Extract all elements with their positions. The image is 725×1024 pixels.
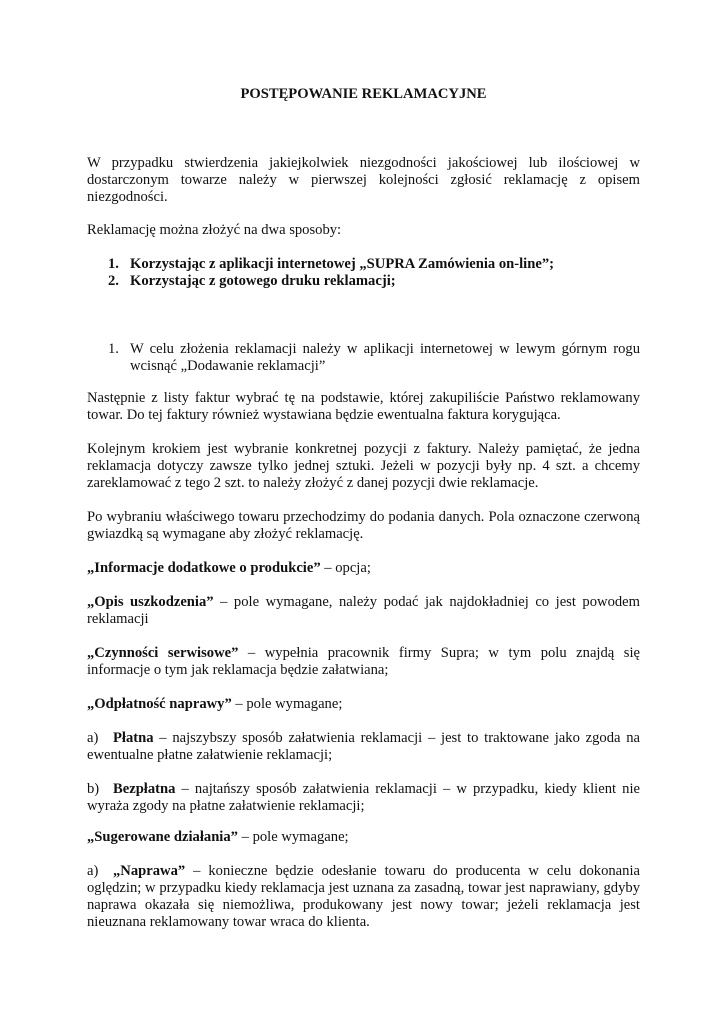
- option-label: „Naprawa”: [113, 863, 186, 879]
- document-title: POSTĘPOWANIE REKLAMACYJNE: [240, 86, 487, 102]
- intro-paragraph: W przypadku stwierdzenia jakiejkolwiek niezgodności jakościowej lub ilościowej w dostarczonym towarze należy w pierwszej kolejności zgłosić reklamację z opisem niezgodności.: [87, 155, 640, 205]
- field-label: „Czynności serwisowe”: [87, 645, 239, 661]
- way-item-text: Korzystając z aplikacji internetowej „SUPRA Zamówienia on-line”;: [130, 256, 554, 272]
- ways-intro: Reklamację można złożyć na dwa sposoby:: [87, 222, 342, 238]
- step-text: W celu złożenia reklamacji należy w aplikacji internetowej w lewym górnym rogu wcisnąć „Dodawanie reklamacji”: [130, 341, 640, 374]
- option-desc: – konieczne będzie odesłanie towaru do producenta w celu dokonania oględzin; w przypadku kiedy reklamacja jest uznana za zasadną, towar jest naprawiany, gdyby naprawa okazała się niemożliwa, produkowany jest nowy towar; jeżeli reklamacja jest nieuznana reklamowany towar wraca do klienta.: [87, 863, 640, 930]
- option-desc: – najtańszy sposób załatwienia reklamacji – w przypadku, kiedy klient nie wyraża zgody na płatne załatwienie reklamacji;: [87, 781, 640, 814]
- option-paid: [87, 730, 640, 764]
- way-item-number: 2.: [108, 273, 119, 289]
- field-payment: [87, 696, 640, 713]
- option-label: Płatna: [113, 730, 154, 746]
- option-free: [87, 781, 640, 815]
- field-desc: – pole wymagane;: [231, 696, 343, 712]
- option-repair: [87, 863, 640, 931]
- option-letter: a): [87, 730, 99, 746]
- field-desc: – opcja;: [320, 560, 371, 576]
- way-item-text: Korzystając z gotowego druku reklamacji;: [130, 273, 396, 289]
- option-letter: a): [87, 863, 99, 879]
- way-item-number: 1.: [108, 256, 119, 272]
- option-label: Bezpłatna: [113, 781, 176, 797]
- position-paragraph: Kolejnym krokiem jest wybranie konkretnej pozycji z faktury. Należy pamiętać, że jedna reklamacja dotyczy zawsze tylko jednej sztuki. Jeżeli w pozycji były np. 4 szt. a chcemy zareklamować z tego 2 szt. to należy złożyć z danej pozycji dwie reklamacje.: [87, 441, 640, 491]
- field-service: [87, 645, 640, 679]
- invoice-paragraph: Następnie z listy faktur wybrać tę na podstawie, której zakupiliście Państwo reklamowany towar. Do tej faktury również wystawiana będzie ewentualna faktura korygująca.: [87, 390, 640, 423]
- field-desc: – wypełnia pracownik firmy Supra; w tym polu znajdą się informacje o tym jak reklamacja będzie załatwiana;: [87, 645, 640, 678]
- field-label: „Informacje dodatkowe o produkcie”: [87, 560, 321, 576]
- option-desc: – najszybszy sposób załatwienia reklamacji – jest to traktowane jako zgoda na ewentualne płatne załatwienie reklamacji;: [87, 730, 640, 763]
- field-desc: – pole wymagane, należy podać jak najdokładniej co jest powodem reklamacji: [87, 594, 640, 627]
- field-info: [87, 560, 640, 577]
- step-number: 1.: [108, 341, 119, 357]
- field-suggested: [87, 829, 640, 846]
- field-label: „Odpłatność naprawy”: [87, 696, 232, 712]
- field-label: „Opis uszkodzenia”: [87, 594, 214, 610]
- field-desc: – pole wymagane;: [237, 829, 349, 845]
- option-letter: b): [87, 781, 100, 797]
- field-damage: [87, 594, 640, 628]
- data-paragraph: Po wybraniu właściwego towaru przechodzimy do podania danych. Pola oznaczone czerwoną gwiazdką są wymagane aby złożyć reklamację.: [87, 509, 640, 542]
- field-label: „Sugerowane działania”: [87, 829, 238, 845]
- step-1-item: [108, 341, 640, 375]
